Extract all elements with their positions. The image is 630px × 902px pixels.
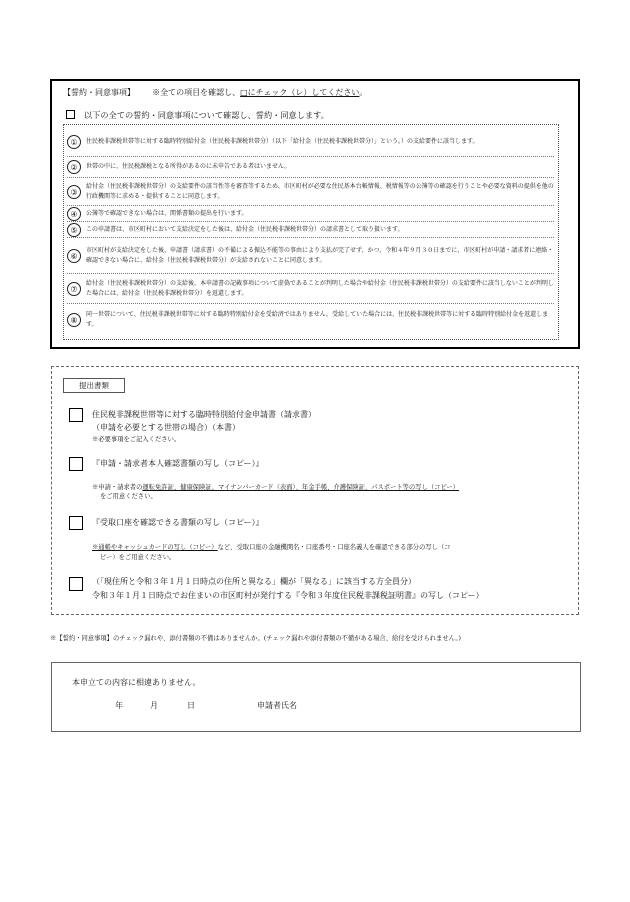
date-month-label: 月 — [150, 701, 158, 710]
pledge-item-text: この申請書は、市区町村において支給決定をした後は、給付金（住民税非課税世帯分）の請求書として取り扱います。 — [86, 225, 404, 233]
doc1-checkbox[interactable] — [69, 408, 83, 422]
pledge-item-3 — [67, 178, 554, 206]
declaration-section — [51, 662, 581, 732]
date-day-label: 日 — [187, 701, 195, 710]
item-number-2: ② — [67, 160, 81, 174]
agree-all-label: 以下の全ての誓約・同意事項について確認し、誓約・同意します。 — [84, 110, 329, 120]
doc3-note-underlined: ※通帳やキャッシュカードの写し（コピー） — [92, 544, 218, 551]
pledge-instruction: ※全ての項目を確認し、 — [152, 88, 241, 97]
doc3-title: 『受取口座を確認できる書類の写し（コピー）』 — [92, 518, 264, 527]
doc1-note: ※必要事項をご記入ください。 — [92, 436, 181, 443]
doc2-note-line2: をご用意ください。 — [100, 493, 157, 500]
pledge-item-text: 給付金（住民税非課税世帯分）の支給要件の該当性等を審査等するため、市区町村が必要な住民基本台帳情報、税情報等の公簿等の確認を行うことや必要な資料の提供を他の行政機関等に求める・提供することに同意します。 — [86, 183, 554, 200]
pledge-items-list — [63, 124, 559, 340]
doc3-note — [92, 543, 451, 552]
pledge-item-text: 世帯の中に、住民税課税となる所得があるのに未申告である者はいません。 — [86, 163, 291, 171]
item-number-3: ③ — [67, 185, 81, 199]
pledge-item-6 — [67, 238, 554, 274]
item-number-7: ⑦ — [67, 282, 81, 296]
pledge-section-label: 【誓約・同意事項】 — [63, 88, 135, 97]
pledge-instruction-underlined: □にチェック（レ）してください — [240, 88, 360, 97]
doc4-title-line1: （「現住所と令和３年１月１日時点の住所と異なる」欄が「異なる」に該当する方全員分） — [92, 577, 416, 586]
agree-all-checkbox[interactable] — [66, 110, 75, 119]
pledge-item-text: 市区町村が支給決定をした後、申請書（請求書）の不備による振込不能等の事由により支払が完了せず、かつ、令和４年９月３０日までに、市区町村が申請・請求者に連絡・確認できない場合に、給付金（住民税非課税世帯分）が支給されないことに同意します。 — [86, 247, 554, 264]
doc3-note-rest: など、受取口座の金融機関名・口座番号・口座名義人を確認できる部分の写し（コ — [217, 544, 451, 551]
pledge-header — [63, 87, 367, 98]
documents-title: 提出書類 — [63, 378, 125, 393]
doc2-note-prefix: ※申請・請求者の — [92, 484, 143, 491]
declaration-text: 本申立ての内容に相違ありません。 — [72, 678, 201, 687]
item-number-5: ⑤ — [67, 223, 81, 237]
date-year-label: 年 — [115, 701, 123, 710]
check-reminder-footnote: ※【誓約・同意事項】のチェック漏れや、添付書類の不備はありませんか。(チェック漏れや添付書類の不備がある場合、給付を受けられません。) — [50, 635, 461, 642]
pledge-item-5 — [67, 222, 554, 238]
pledge-item-8 — [67, 304, 554, 335]
pledge-item-4 — [67, 206, 554, 222]
pledge-item-text: 公簿等で確認できない場合は、関係書類の提出を行います。 — [86, 209, 248, 217]
agree-all-row[interactable] — [66, 110, 329, 121]
doc1-title-line2: （申請を必要とする世帯の場合）（本書） — [92, 423, 240, 432]
doc2-note — [92, 483, 459, 492]
doc4-checkbox[interactable] — [69, 577, 83, 591]
doc2-title: 『申請・請求者本人確認書類の写し（コピー）』 — [92, 459, 264, 468]
pledge-instruction-end: 。 — [359, 88, 368, 97]
pledge-item-2 — [67, 157, 554, 178]
doc2-note-underlined: 運転免許証、健康保険証、マイナンバーカード（表面）、年金手帳、介護保険証、パスポート等の写し（コピー） — [142, 484, 460, 491]
pledge-item-text: 住民税非課税世帯等に対する臨時特別給付金（住民税非課税世帯分）（以下「給付金（住民税非課税世帯分）」という。）の支給要件に該当します。 — [86, 137, 479, 145]
pledge-item-text: 給付金（住民税非課税世帯分）の支給後、本申請書の記載事項について虚偽であることが判明した場合や給付金（住民税非課税世帯分）の支給要件に該当しないことが判明した場合には、給付金（住民税非課税世帯分）を返還します。 — [86, 280, 554, 297]
doc2-checkbox[interactable] — [69, 457, 83, 471]
item-number-4: ④ — [67, 207, 81, 221]
doc3-note-line2: ピー）をご用意ください。 — [100, 554, 176, 561]
item-number-6: ⑥ — [67, 249, 81, 263]
pledge-item-7 — [67, 274, 554, 304]
doc4-title-line2: 令和３年１月１日時点でお住まいの市区町村が発行する『令和３年度住民税非課税証明書』の写し（コピー） — [92, 591, 484, 600]
doc1-title-line1: 住民税非課税世帯等に対する臨時特別給付金申請書（請求書） — [92, 410, 316, 419]
item-number-1: ① — [67, 135, 81, 149]
doc3-checkbox[interactable] — [69, 516, 83, 530]
item-number-8: ⑧ — [67, 313, 81, 327]
applicant-name-label: 申請者氏名 — [257, 701, 297, 710]
pledge-item-text: 同一世帯について、住民税非課税世帯等に対する臨時特別給付金を受給済ではありません。受給していた場合には、住民税非課税世帯等に対する臨時特別給付金を返還します。 — [86, 311, 549, 328]
pledge-item-1 — [67, 127, 554, 157]
